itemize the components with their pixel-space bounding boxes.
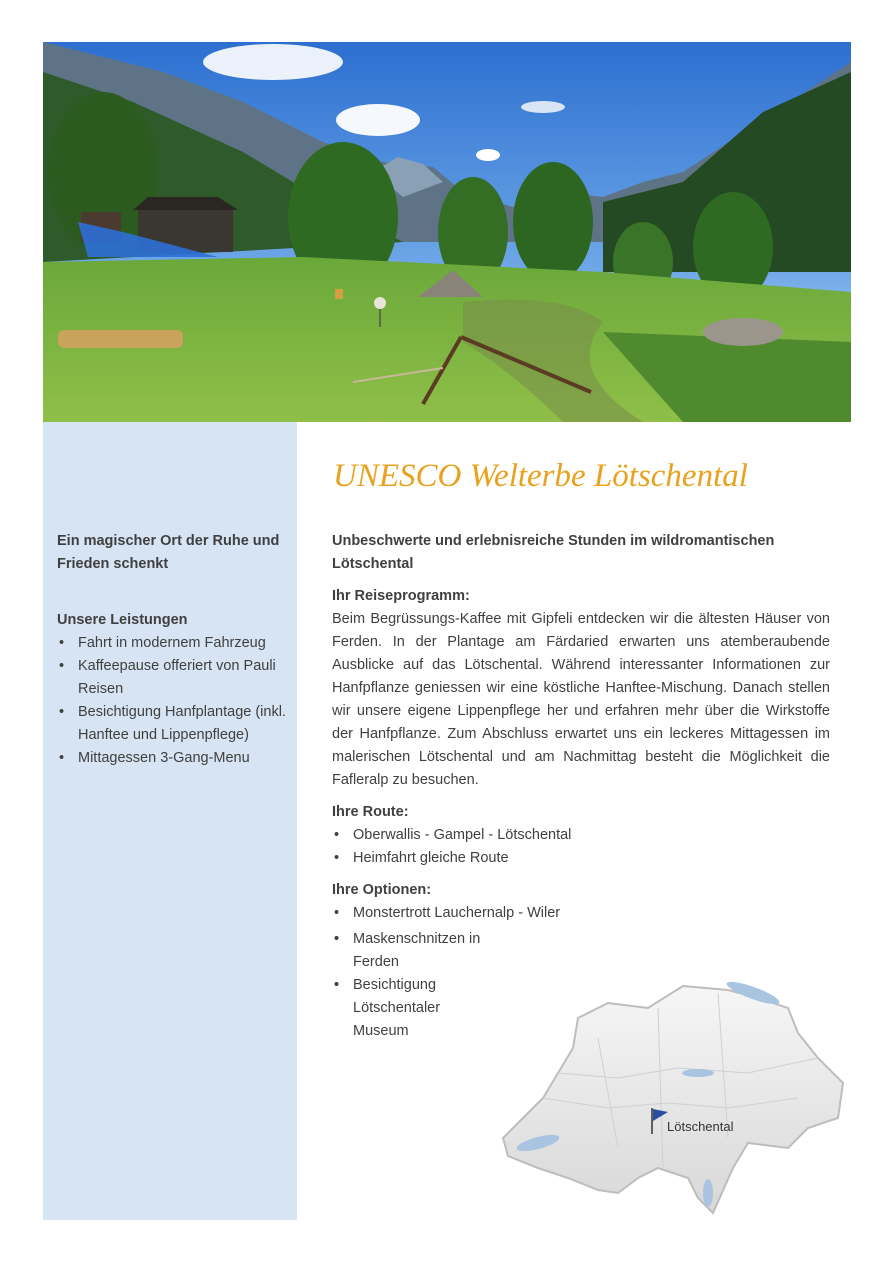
list-item: • Heimfahrt gleiche Route	[332, 847, 830, 870]
options-heading: Ihre Optionen:	[332, 882, 432, 898]
list-item: • • Besichtigung Lötschentaler Museum	[332, 974, 482, 1043]
switzerland-map	[498, 978, 850, 1218]
route-heading: Ihre Route:	[332, 804, 409, 820]
bullet-icon: • •	[334, 977, 340, 993]
list-item: • Kaffeepause offeriert von Pauli Reisen	[57, 655, 287, 701]
bullet-icon: • •	[334, 931, 340, 947]
program-heading: Ihr Reiseprogramm:	[332, 588, 470, 604]
map-label: Lötschental	[667, 1119, 734, 1134]
options-list-narrow	[332, 928, 482, 1043]
sidebar-intro: Ein magischer Ort der Ruhe und Frieden schenkt	[57, 533, 280, 572]
list-item: • Besichtigung Hanfplantage (inkl. Hanftee und Lippenpflege)	[57, 701, 287, 747]
list-item: • • Maskenschnitzen in Ferden	[332, 928, 482, 974]
page-title: UNESCO Welterbe Lötschental	[333, 458, 748, 494]
program-text: Beim Begrüssungs-Kaffee mit Gipfeli entdecken wir die ältesten Häuser von Ferden. In der Plantage am Färdaried erwarten uns atemberaubende Ausblicke auf das Lötschental. Während interessanter Informationen zur Hanfpflanze geniessen wir eine köstliche Hanftee-Mischung. Danach stellen wir unsere eigene Lippenpflege her und erfahren mehr über die Wirkstoffe der Hanfpflanze. Zum Abschluss erwartet uns ein leckeres Mittagessen im malerischen Lötschental und am Nachmittag besteht die Möglichkeit die Fafleralp zu besuchen.	[332, 611, 830, 788]
lead-text: Unbeschwerte und erlebnisreiche Stunden im wildromantischen Lötschental	[332, 533, 775, 572]
options-list	[332, 902, 830, 925]
list-item: • Oberwallis - Gampel - Lötschental	[332, 824, 830, 847]
list-item: • Mittagessen 3-Gang-Menu	[57, 747, 287, 770]
list-item: • Monstertrott Lauchernalp - Wiler	[332, 902, 830, 925]
main-content	[332, 530, 830, 934]
list-item: • Fahrt in modernem Fahrzeug	[57, 632, 287, 655]
services-list	[57, 632, 287, 770]
hero-photo	[43, 42, 851, 422]
services-heading: Unsere Leistungen	[57, 612, 188, 628]
route-list	[332, 824, 830, 870]
